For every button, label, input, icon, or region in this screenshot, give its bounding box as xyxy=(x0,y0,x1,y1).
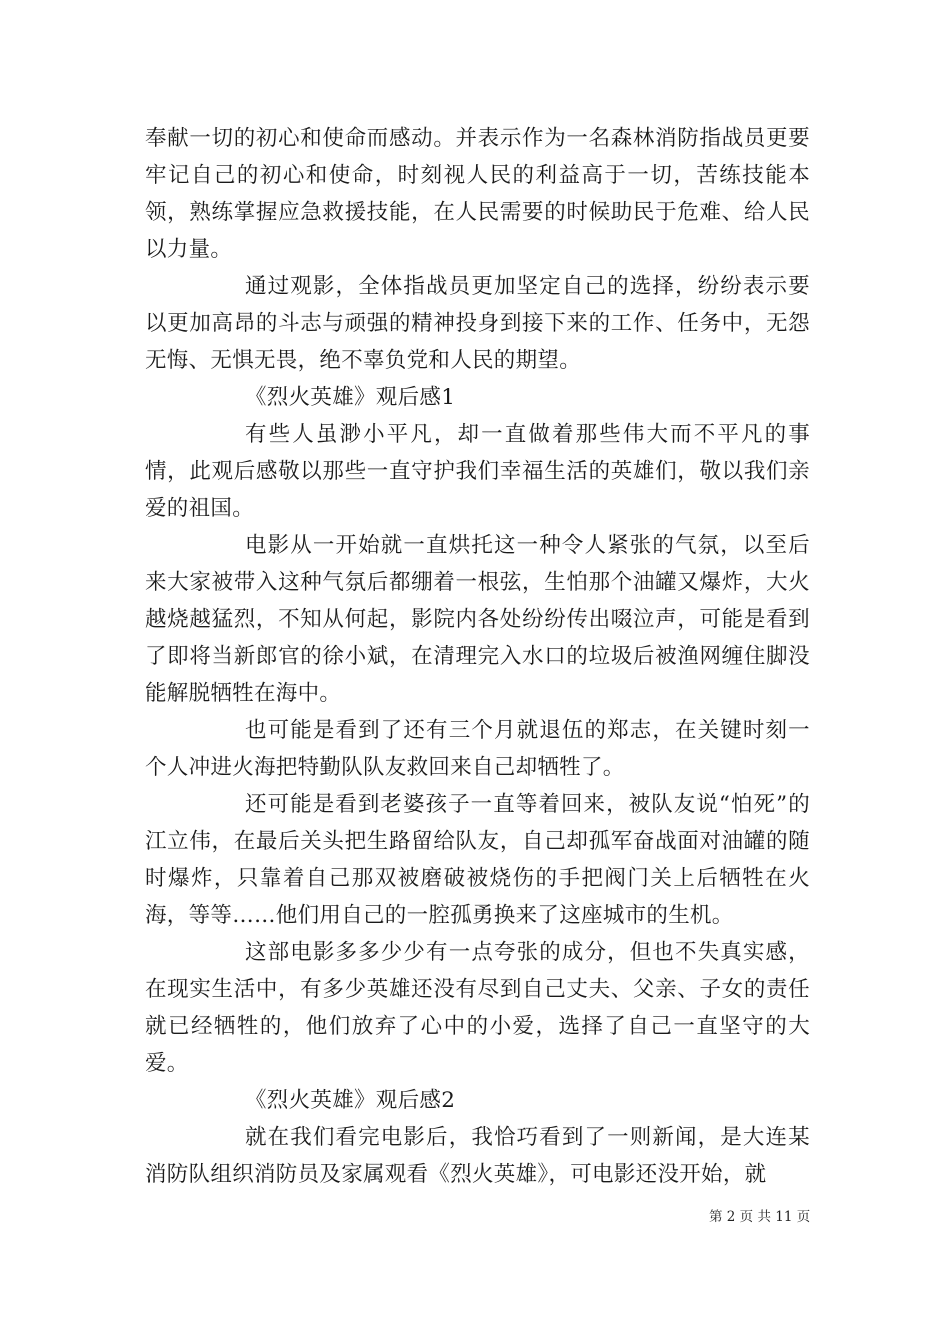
paragraph: 有些人虽渺小平凡，却一直做着那些伟大而不平凡的事情，此观后感敬以那些一直守护我们幸福生活的英雄们，敬以我们亲爱的祖国。 xyxy=(145,422,810,521)
paragraph: 就在我们看完电影后，我恰巧看到了一则新闻，是大连某消防队组织消防员及家属观看《烈火英雄》，可电影还没开始，就 xyxy=(145,1125,810,1187)
paragraph: 这部电影多多少少有一点夸张的成分，但也不失真实感，在现实生活中，有多少英雄还没有尽到自己丈夫、父亲、子女的责任就已经牺牲的，他们放弃了心中的小爱，选择了自己一直坚守的大爱。 xyxy=(145,940,810,1076)
page-number: 第 2 页 共 11 页 xyxy=(709,1209,811,1225)
paragraph: 还可能是看到老婆孩子一直等着回来，被队友说“怕死”的江立伟，在最后关头把生路留给队友，自己却孤军奋战面对油罐的随时爆炸，只靠着自己那双被磨破被烧伤的手把阀门关上后牺牲在火海，等等……他们用自己的一腔孤勇换来了这座城市的生机。 xyxy=(145,792,810,928)
document-body xyxy=(145,120,810,1193)
section-heading: 《烈火英雄》观后感1 xyxy=(245,385,456,410)
paragraph-continued: 奉献一切的初心和使命而感动。并表示作为一名森林消防指战员更要牢记自己的初心和使命，时刻视人民的利益高于一切，苦练技能本领，熟练掌握应急救援技能，在人民需要的时候助民于危难、给人民以力量。 xyxy=(145,126,810,262)
section-heading: 《烈火英雄》观后感2 xyxy=(245,1088,456,1113)
paragraph: 也可能是看到了还有三个月就退伍的郑志，在关键时刻一个人冲进火海把特勤队队友救回来自己却牺牲了。 xyxy=(145,718,810,780)
paragraph: 通过观影，全体指战员更加坚定自己的选择，纷纷表示要以更加高昂的斗志与顽强的精神投身到接下来的工作、任务中，无怨无悔、无惧无畏，绝不辜负党和人民的期望。 xyxy=(145,274,810,373)
paragraph: 电影从一开始就一直烘托这一种令人紧张的气氛，以至后来大家被带入这种气氛后都绷着一根弦，生怕那个油罐又爆炸，大火越烧越猛烈，不知从何起，影院内各处纷纷传出啜泣声，可能是看到了即将当新郎官的徐小斌，在清理完入水口的垃圾后被渔网缠住脚没能解脱牺牲在海中。 xyxy=(145,533,810,706)
